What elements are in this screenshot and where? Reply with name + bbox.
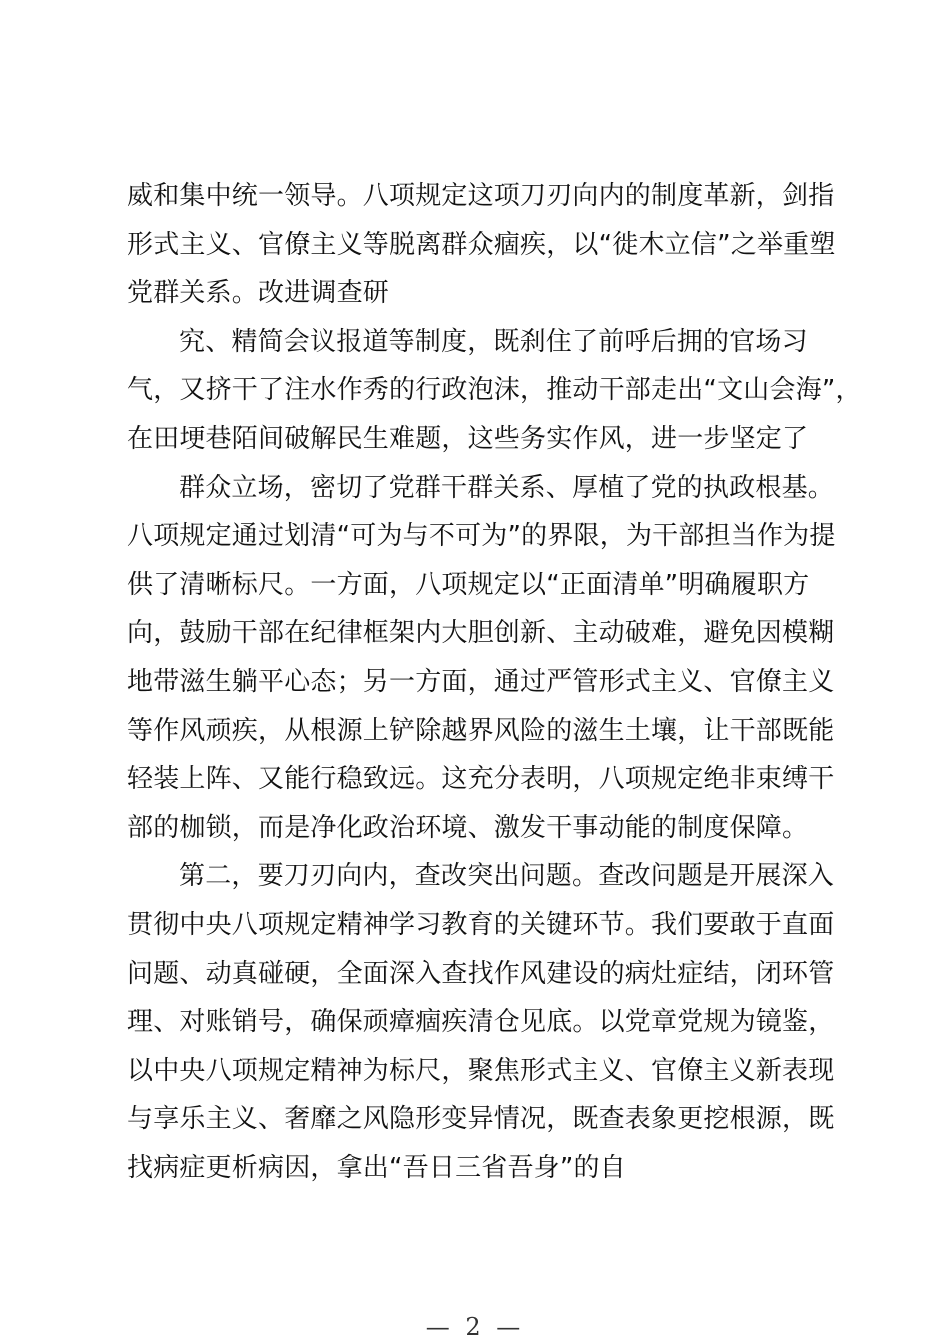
text-line: 以中央八项规定精神为标尺，聚焦形式主义、官僚主义新表现 [127, 1055, 835, 1086]
text-line: 究、精简会议报道等制度，既刹住了前呼后拥的官场习 [179, 326, 808, 357]
text-line: 形式主义、官僚主义等脱离群众痼疾，以“徙木立信”之举重塑 [127, 229, 836, 260]
page-number: — 2 — [425, 1313, 525, 1341]
text-line: 轻装上阵、又能行稳致远。这充分表明，八项规定绝非束缚干 [127, 764, 835, 795]
text-line: 等作风顽疾，从根源上铲除越界风险的滋生土壤，让干部既能 [127, 715, 835, 746]
text-line: 向，鼓励干部在纪律框架内大胆创新、主动破难，避免因模糊 [127, 618, 835, 649]
text-line: 贯彻中央八项规定精神学习教育的关键环节。我们要敢于直面 [127, 909, 835, 940]
text-line: 气，又挤干了注水作秀的行政泡沫，推动干部走出“文山会海”， [127, 375, 862, 406]
text-line: 地带滋生躺平心态；另一方面，通过严管形式主义、官僚主义 [127, 666, 835, 697]
text-line: 理、对账销号，确保顽瘴痼疾清仓见底。以党章党规为镜鉴， [127, 1007, 835, 1038]
text-line: 第二，要刀刃向内，查改突出问题。查改问题是开展深入 [179, 861, 835, 892]
text-line: 群众立场，密切了党群干群关系、厚植了党的执政根基。 [179, 472, 835, 503]
text-line: 找病症更析病因，拿出“吾日三省吾身”的自 [127, 1152, 626, 1183]
text-line: 供了清晰标尺。一方面，八项规定以“正面清单”明确履职方 [127, 569, 810, 600]
text-line: 问题、动真碰硬，全面深入查找作风建设的病灶症结，闭环管 [127, 958, 835, 989]
text-line: 威和集中统一领导。八项规定这项刀刃向内的制度革新，剑指 [127, 181, 835, 211]
text-line: 八项规定通过划清“可为与不可为”的界限，为干部担当作为提 [127, 521, 836, 552]
text-line: 与享乐主义、奢靡之风隐形变异情况，既查表象更挖根源，既 [127, 1104, 835, 1135]
text-line: 部的枷锁，而是净化政治环境、激发干事动能的制度保障。 [127, 812, 809, 843]
text-line: 党群关系。改进调查研 [127, 278, 390, 309]
text-line: 在田埂巷陌间破解民生难题，这些务实作风，进一步坚定了 [127, 423, 809, 454]
body-text [127, 172, 862, 1192]
